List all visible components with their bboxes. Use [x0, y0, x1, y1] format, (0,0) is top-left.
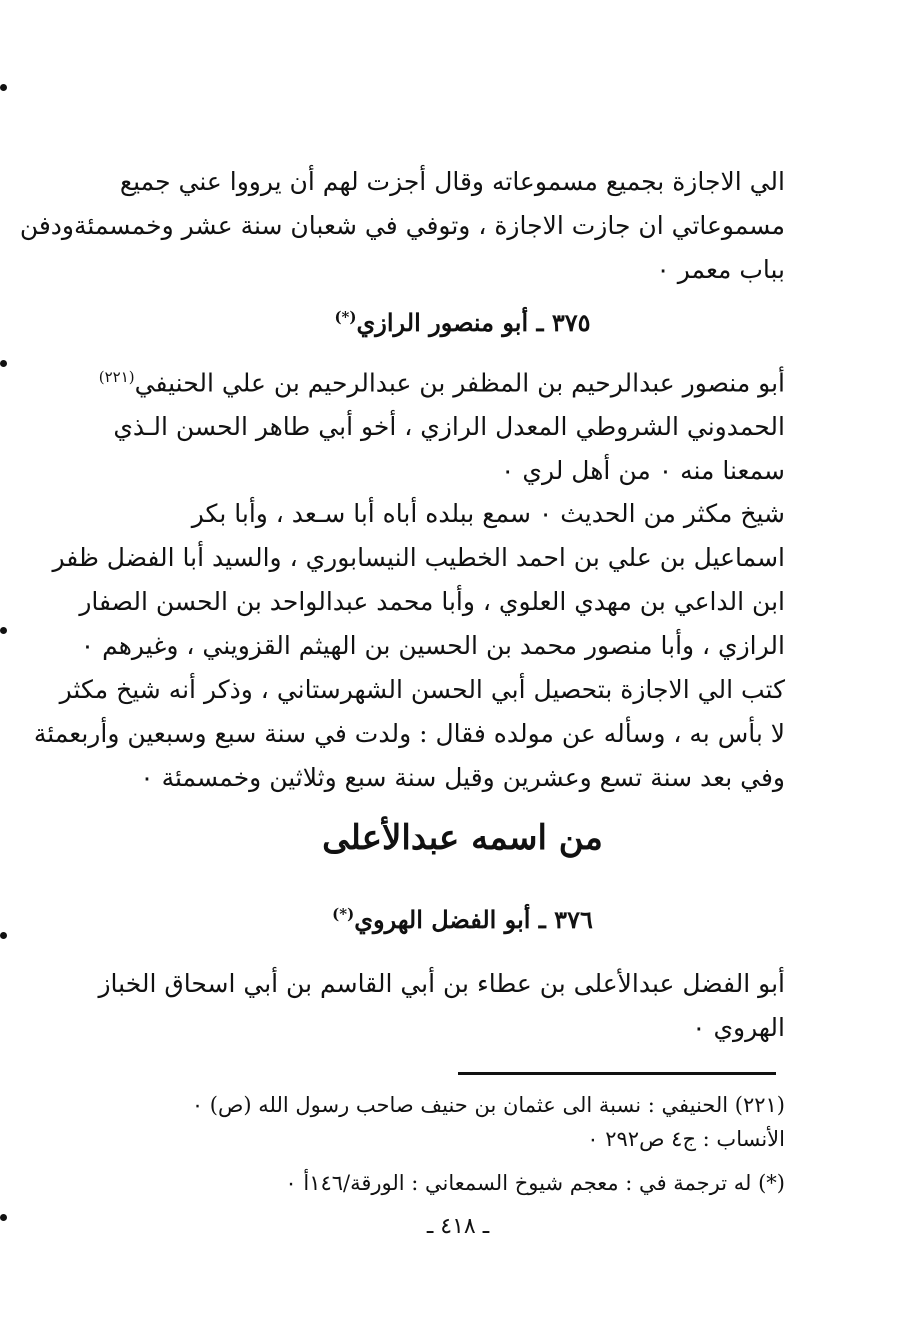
- heading-mark: (*): [332, 905, 355, 923]
- entry-line: أبو الفضل عبدالأعلى بن عطاء بن أبي القاسم بن أبي اسحاق الخباز: [98, 969, 785, 998]
- entry-375-heading: [140, 308, 785, 337]
- body-line: وفي بعد سنة تسع وعشرين وقيل سنة سبع وثلاثين وخمسمئة ٠: [140, 763, 785, 792]
- page-number: ـ ٤١٨ ـ: [426, 1214, 490, 1239]
- margin-dot: [0, 84, 7, 91]
- body-line: شيخ مكثر من الحديث ٠ سمع ببلده أباه أبا سـعد ، وأبا بكر: [191, 499, 785, 528]
- footnote-221: [130, 1088, 785, 1156]
- body-line: الرازي ، وأبا منصور محمد بن الحسين بن الهيثم القزويني ، وغيرهم ٠: [80, 631, 785, 660]
- heading-text: ٣٧٦ ـ أبو الفضل الهروي: [354, 905, 593, 934]
- entry-376-text: [98, 962, 785, 1050]
- entry-375-body: [33, 492, 785, 800]
- entry-line: الهروي ٠: [692, 1013, 785, 1042]
- footnote-ref: (٢٢١): [98, 368, 135, 386]
- body-line: ابن الداعي بن مهدي العلوي ، وأبا محمد عبدالواحد بن الحسن الصفار: [79, 587, 785, 616]
- heading-mark: (*): [334, 308, 357, 326]
- margin-dot: [0, 360, 7, 367]
- paragraph-line: مسموعاتي ان جازت الاجازة ، وتوفي في شعبان سنة عشر وخمسمئةودفن: [19, 211, 785, 240]
- intro-line: [98, 355, 785, 405]
- entry-375-intro: [98, 355, 785, 493]
- body-line: كتب الي الاجازة بتحصيل أبي الحسن الشهرستاني ، وذكر أنه شيخ مكثر: [59, 675, 785, 704]
- body-line: لا بأس به ، وسأله عن مولده فقال : ولدت في سنة سبع وسبعين وأربعمئة: [33, 719, 785, 748]
- top-paragraph: [19, 160, 785, 292]
- margin-dot: [0, 932, 7, 939]
- heading-text: ٣٧٥ ـ أبو منصور الرازي: [356, 308, 591, 337]
- paragraph-line: الي الاجازة بجميع مسموعاته وقال أجزت لهم أن يرووا عني جميع: [119, 167, 785, 196]
- paragraph-line: بباب معمر ٠: [656, 255, 785, 284]
- footnote-line: الأنساب : ج٤ ص٢٩٢ ٠: [587, 1127, 785, 1151]
- footnote-divider: [458, 1072, 776, 1075]
- footnote-star: [130, 1166, 785, 1200]
- footnote-line: (٢٢١) الحنيفي : نسبة الى عثمان بن حنيف صاحب رسول الله (ص) ٠: [191, 1093, 785, 1117]
- section-title: من اسمه عبدالأعلى: [322, 818, 603, 858]
- intro-text: أبو منصور عبدالرحيم بن المظفر بن عبدالرحيم بن علي الحنيفي: [134, 368, 785, 398]
- entry-376-heading: [140, 905, 785, 934]
- body-line: اسماعيل بن علي بن احمد الخطيب النيسابوري ، والسيد أبا الفضل ظفر: [52, 543, 785, 572]
- intro-line: الحمدوني الشروطي المعدل الرازي ، أخو أبي طاهر الحسن الـذي: [113, 412, 785, 442]
- intro-line: سمعنا منه ٠ من أهل لري ٠: [501, 456, 785, 486]
- margin-dot: [0, 627, 7, 634]
- footnote-line: (*) له ترجمة في : معجم شيوخ السمعاني : الورقة/١٤٦أ ٠: [285, 1171, 785, 1195]
